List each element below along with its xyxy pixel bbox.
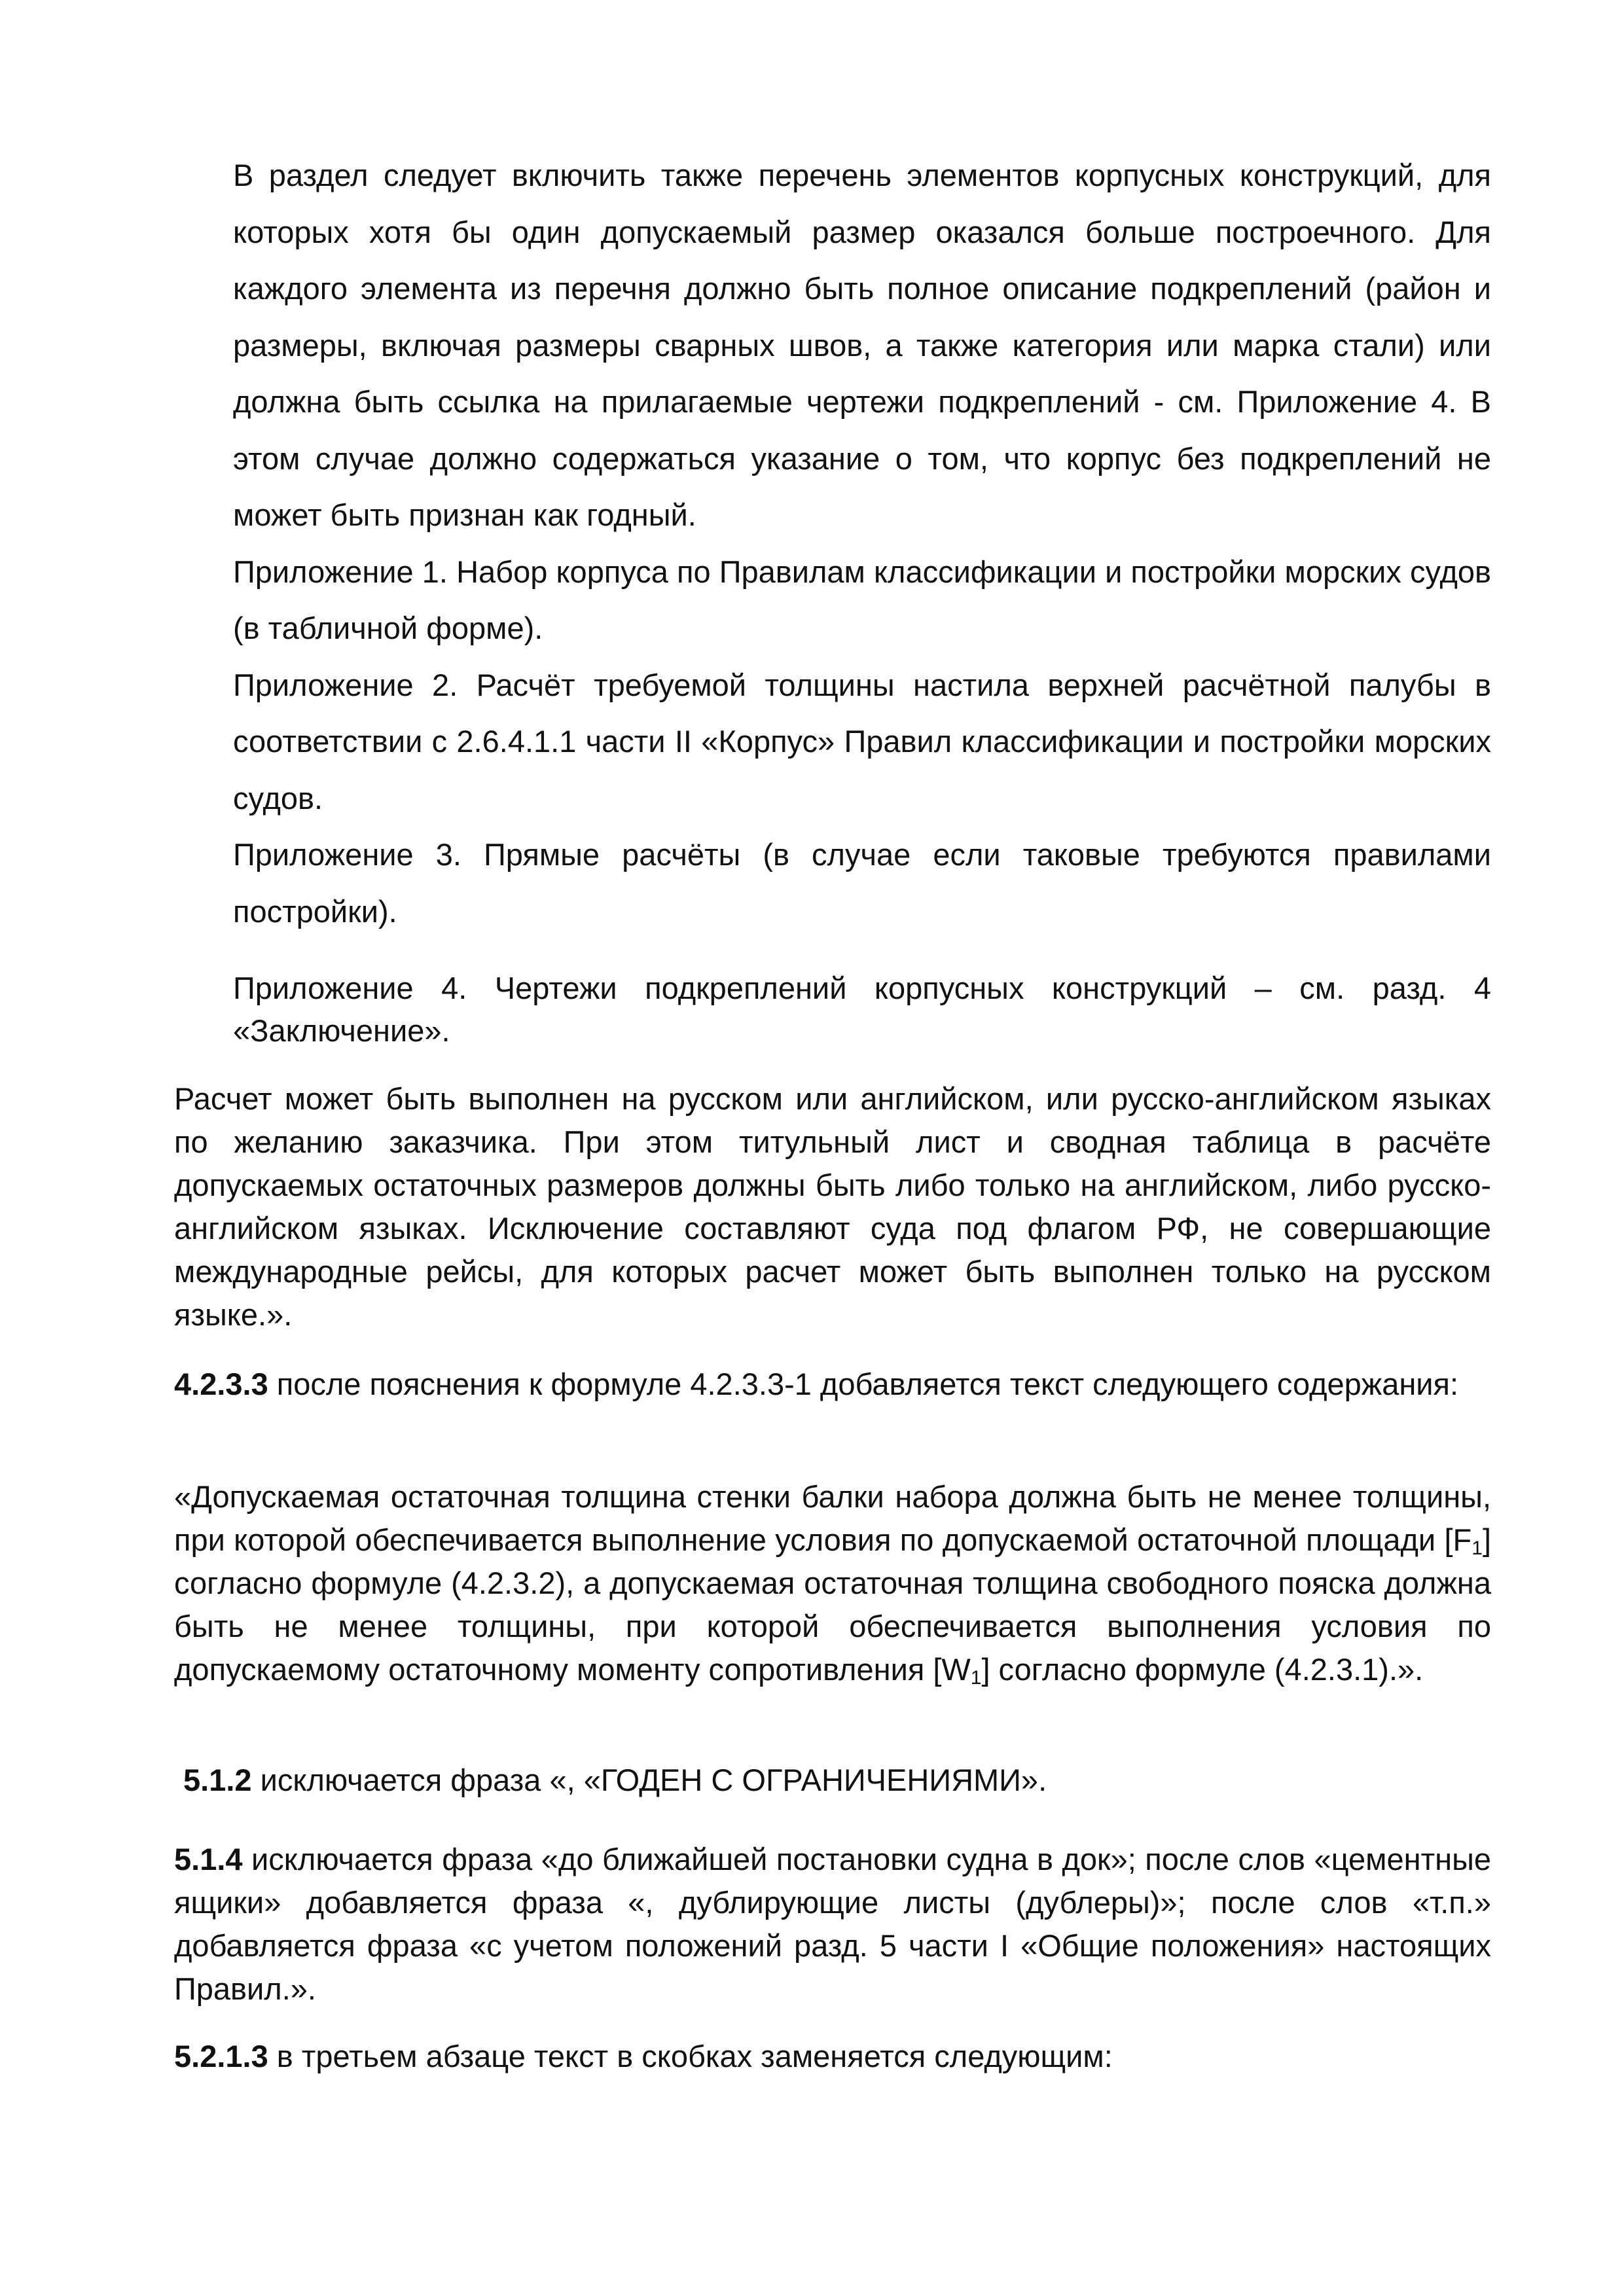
language-block [174, 1077, 1491, 1336]
quote-4233-block [174, 1475, 1491, 1691]
appendix-2-paragraph: Приложение 2. Расчёт требуемой толщины настила верхней расчётной палубы в соответствии с 2.6.4.1.1 части II «Корпус» Правил классификации и постройки морских судов. [233, 667, 1491, 816]
clause-514-text: исключается фраза «до ближайшей постановки судна в док»; после слов «цементные ящики» добавляется фраза «, дублирующие листы (дублеры)»; после слов «т.п.» добавляется фраза «с учетом положений разд. 5 части I «Общие положения» настоящих Правил.». [174, 1842, 1491, 2006]
clause-514-number: 5.1.4 [174, 1842, 243, 1876]
quote-4233-paragraph [174, 1475, 1491, 1691]
clause-5213-paragraph [174, 2035, 1491, 2078]
clause-4233-block [174, 1363, 1491, 1406]
clause-512-text: исключается фраза «, «ГОДЕН С ОГРАНИЧЕНИЯМИ». [251, 1763, 1047, 1797]
clause-512-block [183, 1759, 1500, 1802]
clause-5213-text: в третьем абзаце текст в скобках заменяется следующим: [268, 2039, 1113, 2073]
quote-4233-part3: ] согласно формуле (4.2.3.1).». [981, 1652, 1424, 1687]
appendix-3-paragraph: Приложение 3. Прямые расчёты (в случае если таковые требуются правилами постройки). [233, 837, 1491, 929]
appendix-section [233, 147, 1491, 940]
appendix-1-paragraph: Приложение 1. Набор корпуса по Правилам классификации и постройки морских судов (в табличной форме). [233, 554, 1491, 645]
clause-4233-number: 4.2.3.3 [174, 1367, 268, 1401]
appendix-4-paragraph: Приложение 4. Чертежи подкреплений корпусных конструкций – см. разд. 4 «Заключение». [233, 971, 1491, 1048]
quote-4233-part1: «Допускаемая остаточная толщина стенки балки набора должна быть не менее толщины, при которой обеспечивается выполнение условия по допускаемой остаточной площади [F [174, 1479, 1491, 1557]
appendix-4-block [233, 967, 1491, 1052]
elements-list-paragraph: В раздел следует включить также перечень элементов корпусных конструкций, для которых хотя бы один допускаемый размер оказался больше построечного. Для каждого элемента из перечня должно быть полное описание подкреплений (район и размеры, включая размеры сварных швов, а также категория или марка стали) или должна быть ссылка на прилагаемые чертежи подкреплений - см. Приложение 4. В этом случае должно содержаться указание о том, что корпус без подкреплений не может быть признан как годный. [233, 158, 1491, 532]
clause-5213-number: 5.2.1.3 [174, 2039, 268, 2073]
clause-514-paragraph [174, 1838, 1491, 2011]
clause-514-block [174, 1838, 1491, 2011]
quote-4233-part2: ] согласно формуле (4.2.3.2), а допускаемая остаточная толщина свободного пояска должна быть не менее толщины, при которой обеспечивается выполнения условия по допускаемому остаточному моменту сопротивления [W [174, 1522, 1491, 1687]
clause-5213-block [174, 2035, 1491, 2078]
language-paragraph: Расчет может быть выполнен на русском или английском, или русско-английском языках по желанию заказчика. При этом титульный лист и сводная таблица в расчёте допускаемых остаточных размеров должны быть либо только на английском, либо русско-английском языках. Исключение составляют суда под флагом РФ, не совершающие международные рейсы, для которых расчет может быть выполнен только на русском языке.». [174, 1081, 1491, 1332]
clause-4233-text: после пояснения к формуле 4.2.3.3-1 добавляется текст следующего содержания: [268, 1367, 1459, 1401]
clause-4233-paragraph [174, 1363, 1491, 1406]
quote-4233-sub2: 1 [970, 1667, 982, 1689]
quote-4233-sub1: 1 [1471, 1537, 1483, 1559]
clause-512-paragraph [183, 1759, 1500, 1802]
clause-512-number: 5.1.2 [183, 1763, 252, 1797]
